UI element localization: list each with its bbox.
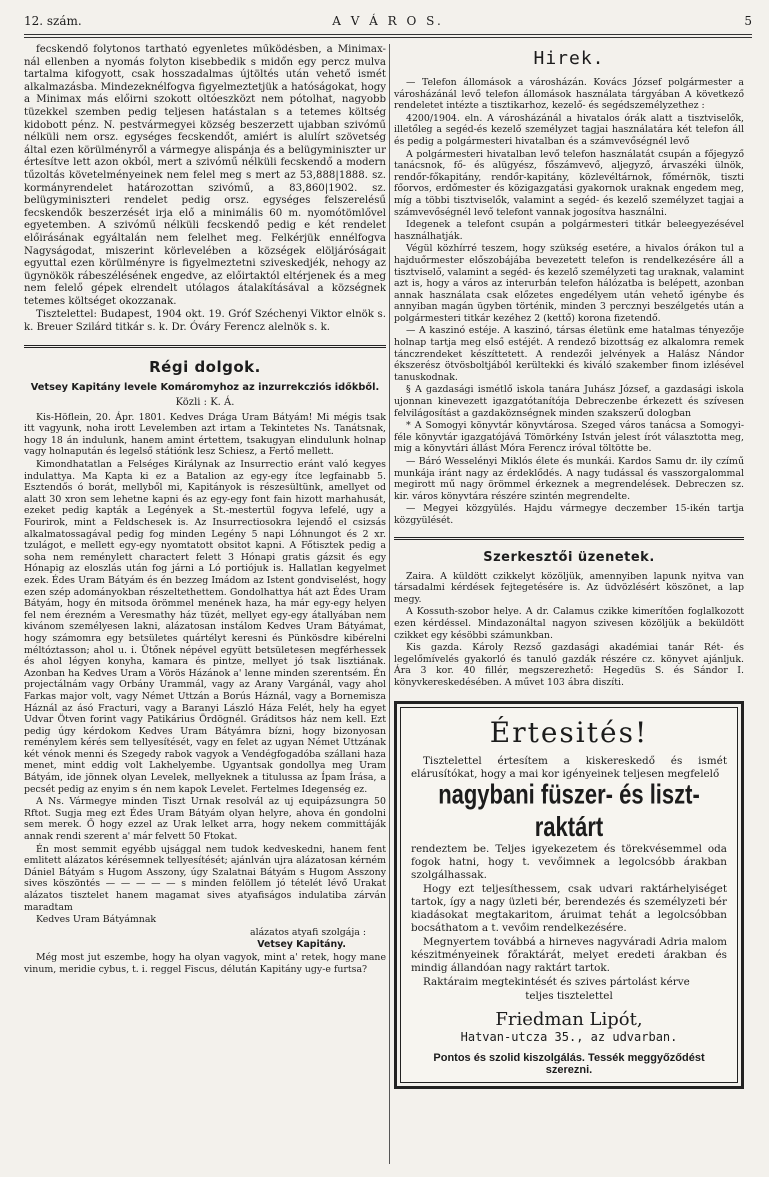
header-rule xyxy=(24,34,752,35)
news-item: — Báró Wesselényi Miklós élete és munkái. Kardos Samu dr. ily czímű munkája iránt nagy az érdeklődés. A nagy tudással és vasszorgalommal megirott mű nagy örömmel érkeznek a megrendelések. Debreczen sz. kir. város könyvtára részére szintén megrendelte. xyxy=(394,456,744,502)
news-item: Idegenek a telefont csupán a polgármesteri titkár beleegyezésével használhatják. xyxy=(394,219,744,242)
ad-body: Megnyertem továbbá a hirneves nagyváradi Adria malom készitményeinek főraktárát, melyet eredeti árakban és mindig állandóan nagy raktárt tartok. xyxy=(411,935,727,974)
fire-engine-article: fecskendő folytonos tartható egyenletes működésben, a Minimax-nál ellenben a nyomás folyton kisebbedik s midőn egy percz mulva tartalma kifogyott, csak hosszadalmas újtöltés után vehető ismét alkalmazásba. Mindezeknélfogva figyelmeztetjük a hatóságokat, hogy a Minimax más előirni szokott oltóeszközt nem pótolhat, nagyobb tüzekkel szemben pedig teljesen hatástalan s a tetemes költség kidobott pénz. N. pestvármegyei község beszerzett ujabban szivómű nélküli nem orsz. egységes fecskendőt, amiért is alulírt szövetség által ezen körülményről a vármegye alispánja és a belügyminiszter ur értesítve lett azon okból, mert a szivómű nélküli fecskendő a modern tűzoltás követelményeinek nem felel meg s mert az 53,888|1888. sz. kormányrendelet határozottan szivómű, a 83,860|1902. sz. belügyminiszteri rendelet pedig orsz. egységes felszerelésű fecskendők beszerzését irja elő a minimális 60 m. nyomótömlővel egyetemben. A szivómű nélküli fecskendő pedig e két rendelet előirásának egyáltalán nem felelhet meg. Felkérjük ennélfogva Nagyságodat, miszerint körlevelében a községek elöljáróságait egyuttal ezen körülményre is figyelmeztetni sziveskedjék, nehogy az ügynökök rábeszélésének engedve, az előirtaktól eltérjenek és a meg nem felelő gépek elrendelt utólagos átalakításával a községnek tetemes költséget okozzanak. xyxy=(24,44,386,307)
editor-message: Kis gazda. Károly Rezső gazdasági akadémiai tanár Rét- és legelőmívelés gyakorló és tanuló gazdák részére cz. könyvet ajánljuk. Ára 3 kor. 40 fillér, megszerezhető: Hegedüs S. és Sándor I. könyvkereskedésében. A művet 103 ábra diszíti. xyxy=(394,642,744,688)
advertisement xyxy=(394,701,744,1089)
news-item: — Megyei közgyülés. Hajdu vármegye deczember 15-ikén tartja közgyülését. xyxy=(394,503,744,526)
ad-body: Raktáraim megtekintését és szives pártolást kérve xyxy=(423,975,690,988)
news-item: § A gazdasági ismétlő iskola tanára Juhász József, a gazdasági iskola ujonnan kinevezett igazgatótanítója Debreczenbe érkezett és szívesen felvilágosítást a gazdaköznségnek minden szakszerű dologban xyxy=(394,384,744,419)
editor-message: A Kossuth-szobor helye. A dr. Calamus czikke kimerítően foglalkozott ezen kérdéssel. Mindazonáltal nagyon szivesen közöljük a beküldött czikket egy késöbbi számunkban. xyxy=(394,606,744,641)
news-item: — Telefon állomások a városházán. Kovács József polgármester a városházánál levő telefon állomások használata tárgyában A következő rendeletet intézte a tisztikarhoz, kezelő- és segédszemélyzethez : xyxy=(394,77,744,112)
letter-closing: alázatos atyafi szolgája : xyxy=(249,926,366,938)
ad-address: Hatvan-utcza 35., az udvarban. xyxy=(460,1029,678,1044)
ad-headline: nagybani füszer- és liszt-raktárt xyxy=(438,778,700,842)
news-item: 4200/1904. eln. A városházánál a hivatalos órák alatt a tisztviselők, illetőleg a segéd-és kezelő személyzet tagjai használatára két telefon áll és pedig a polgármesteri hivatalban és a számvevőségnél levő xyxy=(394,112,744,147)
right-column xyxy=(394,44,744,1169)
editor-messages-title: Szerkesztői üzenetek. xyxy=(483,549,655,565)
left-column xyxy=(24,44,386,1169)
ad-merchant-name: Friedman Lipót, xyxy=(495,1008,643,1030)
letter-title: Vetsey Kapitány levele Komáromyhoz az inzurrekcziós időkből. xyxy=(30,381,380,393)
section-separator xyxy=(24,345,386,348)
ad-title: Értesités! xyxy=(489,715,649,749)
header-rule-2 xyxy=(24,37,752,38)
ad-intro: Tisztelettel értesítem a kiskereskedő és ismét elárusítókat, hogy a mai kor igényeinek teljesen megfelelő xyxy=(411,754,727,780)
letter-paragraph: Én most semmit egyébb ujsággal nem tudok kedveskedni, hanem fent emlitett alázatos kérésemnek tellyesítését; ajánlván ujra alázatosan kérném Dániel Bátyám s Hugom Asszony, úgy Szalatnai Bátyám s Hugom Asszony sives köszöntés — — — — — s minden felöllem jó tételét lévő Urakat alázatos tisztelet hanem magamat sives atyafiságos indulatiba zárván maradtam xyxy=(24,843,386,913)
letter-salutation: Kedves Uram Bátyámnak xyxy=(36,914,157,926)
news-item: Végül közhírré teszem, hogy szükség esetére, a hivalos órákon tul a hajduőrmester előszobájába bevezetett telefon is rendelkezésére áll a tisztviselő, valamint a segéd- és kezelő személyzeti tag uraknak, valamint azt is, hogy a város az interurbán telefon hálózatba is belépett, azonban annak használata csak előzetes engedélyem után vehető igénybe és annyiban magán ügyben történik, minden 3 percznyi beszélgetés után a polgármesteri titkár kezéhez 2 (kettő) korona fizetendő. xyxy=(394,243,744,324)
newspaper-title: A V Á R O S. xyxy=(332,14,444,28)
letter-signature: Vetsey Kapitány. xyxy=(257,939,346,951)
page-number: 5 xyxy=(744,14,752,28)
letter-paragraph: Kimondhatatlan a Felséges Királynak az Insurrectio eránt való kegyes indulattya. Ma Kapta ki ez a Batalion az egy-egy ítce legfainabb 5. Esztendős ó borát, mellyből mi, Kapitányok is részesültünk, amellyet od alatt 30 xron sem lehetne kapni és az egy-egy font fain hizott marhahusát, ezeket pedig kapták a Legények a St.-mestertül fogyva lefelé, ugy a Fourirok, mint a Feldschesek is. Az Insurrectiosokra lejendő el csizsás alkalmatossagával pedig fog minden Legény 5 napi Lóhnungot és 2 xr. tzulágot, e mellett egy-egy nyomtatott obsitot kapni. A Főtisztek pedig a soha nem reménylett charactert felett 3 Hónapi gratis gázsit és egy Hónapig az eloszlás után fog járni a Ló portiójuk is. Hallatlan kegyelmet ezek. Édes Uram Bátyám és én bezzeg Imádom az Istent gondviselést, hogy ezen szép adományokban részeltethettem. Gondolhattya hát azt Édes Uram Bátyám, hogy én mitsoda örömmel menének haza, ha már egy-egy helyen fel nem érezném a Veresmathy ház tüzét, mellyet egy-egy átallyában nem kivánom személyesen lakni, alázatosan instálom Kedves Uram Bátyámat, hogy számomra egy betsületes quártélyt keresni és Pünkösdre kibérelni méltóztasson; ahol u. i. Ütőnek népével együtt betsületesen megférhessek és ahol légyen konyha, kamara és pintze, mellyet jó tsak lisztiának. Azonban ha Kedves Uram a Vörös Házánok a' lenne minden szerentsém. Én projectálnám vagy Orbány Urammál, vagy az Arany Vargánál, vagy ahol Farkas major volt, vagy Német Uttzán a Borús Háznál, vagy a Bornemisza Háznál az ásó Fracturi, vagy a Baranyi László Háza Felét, hely ha egyet Udvar Ötven forint vagy Patikárius Ördögnél. Gráditsos ház nem kell. Ezt pedig úgy kérdokom Kedves Uram Bátyámra bízni, hogy bizonyosan reménylem kérés sem tellyesítését, vagy en felet az ugyan Német Uttzának két vénok menni és Szegedy rabok vagyok a Vendégfogadóba szállani haza menet, mint eddig volt Lakhelyembe. Ugyantsak gondollya meg Uram Bátyám, ide jönnek olyan Levelek, mellyeknek a titulussa az Ípam Írása, a pecsét pedig az enyim s én nem kapok Levelet. Fertelmes Idegenség ez. xyxy=(24,459,386,795)
news-item: * A Somogyi könyvtár könyvtárosa. Szeged város tanácsa a Somogyi-féle könyvtár igazgatójává Tömörkény István jelest írót választotta meg, mig a könyvtári állást Móra Ferencz iróval töltötte be. xyxy=(394,420,744,455)
advertisement-inner xyxy=(400,707,738,1083)
news-item: A polgármesteri hivatalban levő telefon használatát csupán a főjegyző tanácsnok, fő- és alügyész, főszámvevő, aljegyző, árvaszéki ülnök, rendőr-főkapitány, rendőr-kapitány, közlevéltárnok, főmérnök, tiszti főorvos, erdőmester és közigazgatási gyakornok uraknak engedem meg, míg a többi tisztviselők, valamint a segéd- és kezelő személyzet tagjai a számvevőségnél levő telefont vannak jogosítva használni. xyxy=(394,148,744,218)
letter-paragraph: Kis-Höflein, 20. Ápr. 1801. Kedves Drága Uram Bátyám! Mi mégis tsak itt vagyunk, noha irott Levelemben azt irtam a Tekintetes Ns. Tanátsnak, hogy 18 án indulunk, hanem amint értettem, tsakugyan elindulunk holnap vagy holnapután és legelső státiónk lesz Schiesz, a Fertő mellett. xyxy=(24,411,386,458)
news-title: Hirek. xyxy=(533,48,605,69)
section-separator xyxy=(394,537,744,540)
letter-communicated-by: Közli : K. Á. xyxy=(175,396,235,408)
section-title-old-things: Régi dolgok. xyxy=(149,357,261,376)
news-item: — A kaszinó estéje. A kaszinó, társas életünk eme hatalmas tényezője holnap tartja meg első estéjét. A rendező bizottság ez alkalomra remek tánczrendeket készíttetett. A rendezői jelvények a Halász Nándor ékszerész ötvösboltjából kerültekki és kiváló szakember finom izlésével tanuskodnak. xyxy=(394,325,744,383)
editor-message: Zaira. A küldött czikkelyt közöljük, amennyiben lapunk nyitva van társadalmi kérdések fejtegetésére is. Az üdvözlésért köszönet, a lap megy. xyxy=(394,570,744,605)
letter-paragraph: A Ns. Vármegye minden Tiszt Urnak resolvál az uj equipázsungra 50 Rftot. Sugja meg ezt Édes Uram Bátyám olyan helyre, ahova én gondolni sem merek. Ő hogy ezzel az Urak lelket arra, hogy nekem committáják annak rendi szerent a' már felvett 50 Ftokat. xyxy=(24,796,386,843)
issue-number: 12. szám. xyxy=(24,14,82,28)
letter-postscript: Még most jut eszembe, hogy ha olyan vagyok, mint a' retek, hogy mane vinum, meridie cybus, t. i. reggel Fiscus, délután Kapitány ugy-e furtsa? xyxy=(24,951,386,975)
ad-body: Hogy ezt teljesíthessem, csak udvari raktárhelyiséget tartok, így a nagy üzleti bér, berendezés és személyzeti bér kiadásokat megtakaritom, áruimat tehát a legolcsóbban bocsáthatom a t. vevőim rendelkezésére. xyxy=(411,882,727,934)
ad-regards: teljes tisztelettel xyxy=(525,989,613,1002)
article-signatures: Tisztelettel: Budapest, 1904 okt. 19. Gróf Széchenyi Viktor elnök s. k. Breuer Szilárd titkár s. k. Dr. Óváry Ferencz alelnök s. k. xyxy=(24,309,386,334)
column-divider xyxy=(389,44,390,1164)
ad-body: rendeztem be. Teljes igyekezetem és törekvésemmel oda fogok hatni, hogy t. vevőimnek a legolcsóbb árakban szolgálhassak. xyxy=(411,842,727,881)
page-header xyxy=(24,14,752,36)
ad-footer: Pontos és szolid kiszolgálás. Tessék meggyőződést szerezni. xyxy=(433,1051,705,1076)
